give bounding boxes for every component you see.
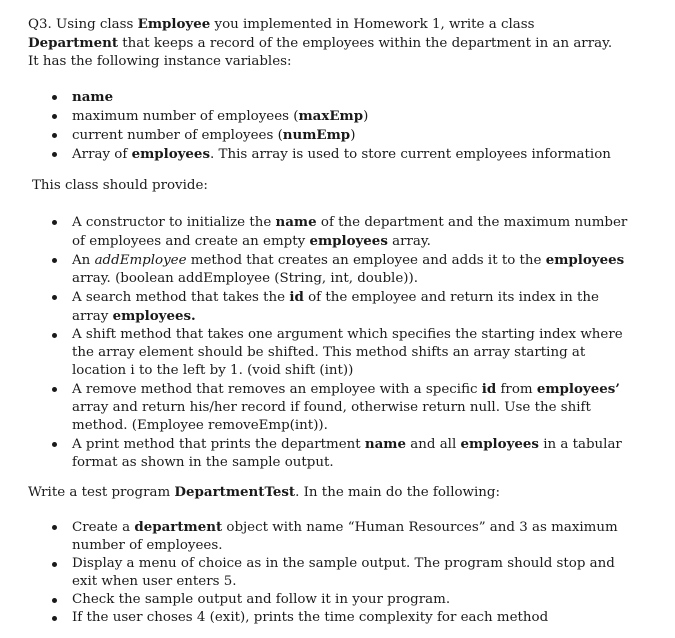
text-run: maximum number of employees ( [72, 109, 299, 124]
test-step-item [0, 591, 675, 609]
text-run: Q3. Using class [28, 17, 138, 32]
bullet-icon [52, 114, 57, 119]
text-run: An [72, 253, 95, 268]
method-items [0, 213, 675, 472]
text-run: Check the sample output and follow it in your program. [72, 592, 451, 607]
bullet-icon [52, 442, 57, 447]
bold-text: department [134, 519, 223, 535]
text-run: A print method that prints the department [72, 437, 365, 452]
test-step-item [0, 518, 675, 555]
test-steps-list [0, 518, 675, 627]
text-run: A shift method that takes one argument which specifies the starting index where the array element should be shifted. This method shifts an array starting at location i to the left by 1. (void shift (int)) [72, 327, 623, 378]
bullet-icon [52, 95, 57, 100]
instance-variable-items [0, 88, 675, 164]
text-run: from [496, 382, 537, 397]
bold-text: maxEmp [298, 108, 364, 124]
instance-variable-item [0, 145, 675, 164]
text-run: array. [387, 234, 431, 249]
text-run: ) [350, 128, 356, 143]
bold-text: name [364, 436, 406, 452]
bullet-icon [52, 387, 57, 392]
bold-text: employees’ [536, 381, 620, 397]
text-run: in a tabular format as shown in the sample output. [72, 437, 622, 470]
bullet-icon [52, 616, 57, 621]
bold-text: id [289, 289, 304, 305]
text-run: A remove method that removes an employee with a specific [72, 382, 482, 397]
provide-intro-text: This class should provide: [32, 178, 208, 193]
bullet-icon [52, 295, 57, 300]
method-item [0, 213, 675, 251]
bullet-icon [52, 333, 57, 338]
bullet-icon [52, 258, 57, 263]
instance-variable-item [0, 126, 675, 145]
text-run: . This array is used to store current employees information [210, 147, 611, 162]
text-run: of the employee and return its index in the array [72, 290, 599, 324]
italic-text: addEmployee [94, 253, 187, 268]
question-intro [0, 15, 675, 71]
bold-text: employees [545, 252, 625, 268]
bold-text: employees. [112, 308, 196, 324]
bullet-icon [52, 220, 57, 225]
test-step-item [0, 609, 675, 627]
bullet-icon [52, 152, 57, 157]
text-run: array and return his/her record if found, otherwise return null. Use the shift method. (Employee removeEmp(int)). [72, 400, 591, 433]
methods-list [0, 213, 675, 472]
text-run: array. (boolean addEmployee (String, int, double)). [72, 271, 418, 286]
bold-text: id [481, 381, 497, 397]
instance-variables-list [0, 88, 675, 164]
test-intro-text [0, 483, 675, 502]
text-run: method that creates an employee and adds it to the [186, 253, 546, 268]
text-run: Display a menu of choice as in the sample output. The program should stop and exit when user enters 5. [72, 556, 615, 589]
bullet-icon [52, 133, 57, 138]
test-step-item [0, 555, 675, 591]
bold-text: name [275, 214, 317, 230]
bold-text: employees [309, 233, 388, 249]
bullet-icon [52, 598, 57, 603]
instance-variable-item [0, 107, 675, 126]
test-intro [0, 483, 675, 502]
bold-text: employees [131, 146, 210, 162]
text-run: Write a test program [28, 485, 175, 500]
bold-text: name [72, 89, 114, 105]
text-run: A constructor to initialize the [72, 215, 276, 230]
question-intro-text [0, 15, 675, 71]
text-run: object with name “Human Resources” and 3 as maximum number of employees. [72, 520, 618, 553]
bold-text: numEmp [282, 127, 351, 143]
method-item [0, 435, 675, 472]
bullet-icon [52, 562, 57, 567]
test-step-items [0, 518, 675, 627]
bold-text: employees [460, 436, 539, 452]
text-run: ) [363, 109, 369, 124]
method-item [0, 251, 675, 288]
bold-text: Department [28, 35, 119, 51]
bold-text: DepartmentTest [174, 484, 296, 500]
method-item [0, 288, 675, 326]
text-run: Create a [72, 520, 135, 535]
text-run: If the user choses 4 (exit), prints the time complexity for each method [72, 610, 549, 625]
text-run: A search method that takes the [72, 290, 290, 305]
text-run: you implemented in Homework 1, write a class [210, 17, 535, 32]
text-run: current number of employees ( [72, 128, 283, 143]
text-run: . In the main do the following: [295, 485, 501, 500]
bold-text: Employee [137, 16, 211, 32]
bullet-icon [52, 525, 57, 530]
method-item [0, 380, 675, 435]
text-run: that keeps a record of the employees within the department in an array. It has the following instance variables: [28, 36, 613, 69]
text-run: of the department and the maximum number of employees and create an empty [72, 215, 628, 249]
provide-intro [0, 177, 675, 195]
method-item [0, 326, 675, 380]
text-run: Array of [72, 147, 132, 162]
instance-variable-item [0, 88, 675, 107]
text-run: and all [406, 437, 461, 452]
